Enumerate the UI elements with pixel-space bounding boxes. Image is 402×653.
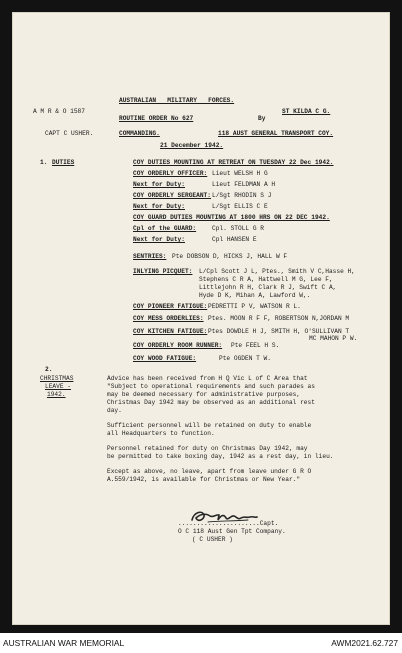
section1-heading: DUTIES bbox=[52, 159, 75, 166]
duty-line-7-value: Cpl HANSEN E bbox=[212, 236, 257, 243]
duty-line-3-value: L/Sgt RHODIN S J bbox=[212, 192, 272, 199]
picquet-line-3: Hyde D K, Mihan A, Lawford W,. bbox=[199, 292, 311, 299]
picquet-line-2: Littlejohn R H, Clark R J, Swift C A, bbox=[199, 284, 337, 291]
fatigue-5-value: Pte OGDEN T W. bbox=[219, 355, 271, 362]
fatigue-4-label: COY ORDERLY ROOM RUNNER: bbox=[133, 342, 223, 349]
para-0-line-1: "Subject to operational requirements and such parades as bbox=[107, 383, 315, 390]
duty-line-0-label: COY DUTIES MOUNTING AT RETREAT ON TUESDAY 22 Dec 1942. bbox=[133, 159, 334, 166]
duty-line-2-label: Next for Duty: bbox=[133, 181, 185, 188]
fatigue-3-value: MC MAHON P W. bbox=[309, 335, 358, 342]
duty-line-4-label: Next for Duty: bbox=[133, 203, 185, 210]
header-routine-order: ROUTINE ORDER No 627 bbox=[119, 115, 194, 122]
fatigue-0-label: COY PIONEER FATIGUE: bbox=[133, 303, 208, 310]
document-page bbox=[12, 12, 390, 625]
section1-number: 1. bbox=[40, 159, 48, 166]
picquet-label: INLYING PICQUET: bbox=[133, 268, 193, 275]
header-ref: A M R & O 1587 bbox=[33, 108, 85, 115]
section2-heading-line-1: LEAVE - bbox=[45, 383, 71, 390]
para-3-line-1: A.559/1942, is available for Christmas or New Year." bbox=[107, 476, 301, 483]
duty-line-1-label: COY ORDERLY OFFICER: bbox=[133, 170, 208, 177]
section2-heading-line-2: 1942. bbox=[47, 391, 66, 398]
header-officer: CAPT C USHER. bbox=[45, 130, 94, 137]
duty-line-5-label: COY GUARD DUTIES MOUNTING AT 1800 HRS ON 22 DEC 1942. bbox=[133, 214, 330, 221]
signature-dots: ......................Capt. bbox=[178, 520, 279, 527]
duty-line-7-label: Next for Duty: bbox=[133, 236, 185, 243]
fatigue-2-label: COY KITCHEN FATIGUE: bbox=[133, 328, 208, 335]
signature-unit: O C 118 Aust Gen Tpt Company. bbox=[178, 528, 286, 535]
fatigue-1-label: COY MESS ORDERLIES: bbox=[133, 315, 204, 322]
fatigue-2-value: Ptes DOWDLE H J, SMITH H, O'SULLIVAN T bbox=[208, 328, 350, 335]
para-2-line-0: Personnel retained for duty on Christmas Day 1942, may bbox=[107, 445, 308, 452]
header-title: AUSTRALIAN MILITARY FORCES. bbox=[119, 97, 235, 104]
duty-line-2-value: Lieut FELDMAN A H bbox=[212, 181, 276, 188]
fatigue-0-value: PEDRETTI P V, WATSON R L. bbox=[208, 303, 301, 310]
section2-number: 2. bbox=[45, 366, 53, 373]
para-0-line-3: Christmas Day 1942 may be observed as an additional rest bbox=[107, 399, 315, 406]
fatigue-1-value: Ptes. MOON R F F, ROBERTSON N,JORDAN M bbox=[208, 315, 350, 322]
duty-line-3-label: COY ORDERLY SERGEANT: bbox=[133, 192, 211, 199]
footer-accession-number: AWM2021.62.727 bbox=[331, 638, 398, 648]
para-2-line-1: be permitted to take boxing day, 1942 as a rest day, in lieu. bbox=[107, 453, 334, 460]
header-location: ST KILDA C G. bbox=[282, 108, 331, 115]
header-commanding: COMMANDING. bbox=[119, 130, 160, 137]
header-unit: 118 AUST GENERAL TRANSPORT COY. bbox=[218, 130, 334, 137]
duty-line-4-value: L/Sgt ELLIS C E bbox=[212, 203, 268, 210]
duty-line-6-label: Cpl of the GUARD: bbox=[133, 225, 197, 232]
footer-bar bbox=[0, 633, 402, 653]
sentries-label: SENTRIES: bbox=[133, 253, 167, 260]
para-0-line-2: may be deemed necessary for administrative purposes, bbox=[107, 391, 301, 398]
para-1-line-1: all Headquarters to function. bbox=[107, 430, 215, 437]
footer-institution: AUSTRALIAN WAR MEMORIAL bbox=[3, 638, 125, 648]
sentries-value: Pte DOBSON D, HICKS J, HALL W F bbox=[172, 253, 288, 260]
header-by: By bbox=[258, 115, 266, 122]
para-3-line-0: Except as above, no leave, apart from leave under G R O bbox=[107, 468, 312, 475]
fatigue-5-label: COY WOOD FATIGUE: bbox=[133, 355, 197, 362]
para-0-line-0: Advice has been received from H Q Vic L of C Area that bbox=[107, 375, 308, 382]
duty-line-6-value: Cpl. STOLL G R bbox=[212, 225, 264, 232]
para-1-line-0: Sufficient personnel will be retained on duty to enable bbox=[107, 422, 312, 429]
picquet-line-1: Stephens C R A, Hattwell M G, Lee F, bbox=[199, 276, 333, 283]
picquet-line-0: L/Cpl Scott J L, Ptes., Smith V C,Hasse H, bbox=[199, 268, 355, 275]
duty-line-1-value: Lieut WELSH H G bbox=[212, 170, 268, 177]
para-0-line-4: day. bbox=[107, 407, 122, 414]
fatigue-4-value: Pte FEEL H S. bbox=[231, 342, 280, 349]
header-date: 21 December 1942. bbox=[160, 142, 224, 149]
section2-heading-line-0: CHRISTMAS bbox=[40, 375, 74, 382]
signature-name: ( C USHER ) bbox=[192, 536, 233, 543]
